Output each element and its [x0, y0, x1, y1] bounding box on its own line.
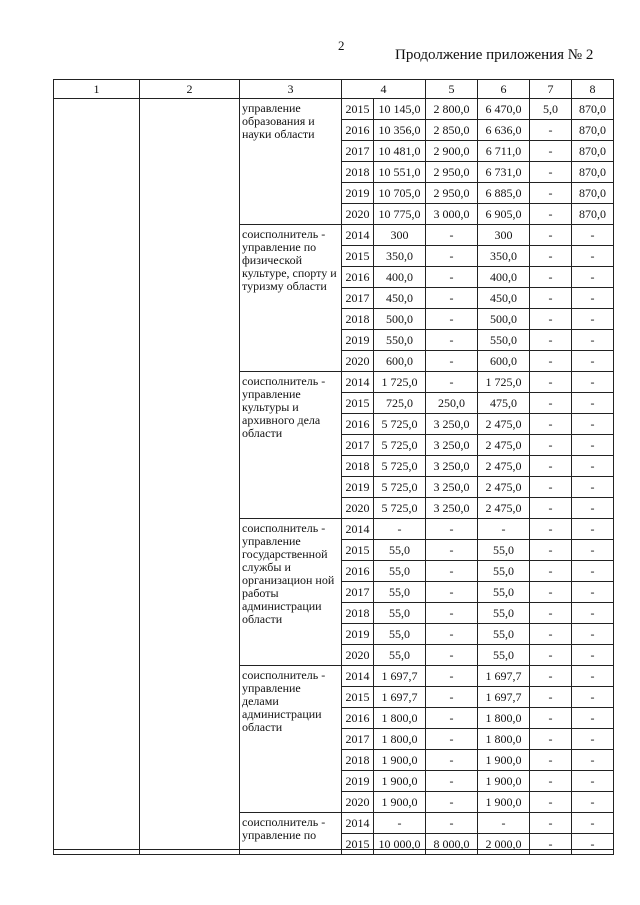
column-8-cell: -	[572, 225, 614, 246]
column-6-cell: 6 885,0	[478, 183, 530, 204]
column-6-cell: 1 900,0	[478, 771, 530, 792]
total-cell: 55,0	[374, 603, 426, 624]
total-cell: 5 725,0	[374, 414, 426, 435]
executor-label: соисполнитель - управление делами администрации области	[240, 666, 342, 813]
total-cell: 1 697,7	[374, 687, 426, 708]
total-cell: 10 481,0	[374, 141, 426, 162]
column-6-cell: 55,0	[478, 561, 530, 582]
total-cell: 55,0	[374, 645, 426, 666]
total-cell: 450,0	[374, 288, 426, 309]
column-7-cell: -	[530, 771, 572, 792]
year-cell: 2019	[342, 330, 374, 351]
year-cell: 2020	[342, 498, 374, 519]
column-5-cell: -	[426, 330, 478, 351]
column-5-cell: -	[426, 666, 478, 687]
column-6-cell: 55,0	[478, 540, 530, 561]
year-cell: 2017	[342, 141, 374, 162]
column-5-cell: -	[426, 309, 478, 330]
column-7-cell: -	[530, 456, 572, 477]
column-6-cell: 475,0	[478, 393, 530, 414]
column-7-cell: -	[530, 162, 572, 183]
year-cell: 2017	[342, 729, 374, 750]
column-7-cell: -	[530, 435, 572, 456]
column-8-cell: -	[572, 351, 614, 372]
year-cell: 2014	[342, 519, 374, 540]
column-5-cell: -	[426, 750, 478, 771]
year-cell: 2019	[342, 477, 374, 498]
column-8-cell: -	[572, 561, 614, 582]
column-8-cell: -	[572, 771, 614, 792]
table-row	[54, 99, 614, 120]
total-cell: 5 725,0	[374, 477, 426, 498]
column-8-cell: -	[572, 246, 614, 267]
column-6-cell: 350,0	[478, 246, 530, 267]
column-7-cell: -	[530, 708, 572, 729]
column-5-cell: -	[426, 225, 478, 246]
total-cell: 1 697,7	[374, 666, 426, 687]
column-6-cell: -	[478, 813, 530, 834]
year-cell: 2017	[342, 435, 374, 456]
column-8-cell: 870,0	[572, 204, 614, 225]
column-8-cell: -	[572, 813, 614, 834]
column-6-cell: 55,0	[478, 624, 530, 645]
total-cell: 725,0	[374, 393, 426, 414]
year-cell: 2019	[342, 183, 374, 204]
column-8-cell: -	[572, 750, 614, 771]
total-cell: 1 800,0	[374, 729, 426, 750]
column-7-cell: -	[530, 834, 572, 855]
column-7-cell: 5,0	[530, 99, 572, 120]
header-cell: 5	[426, 80, 478, 99]
header-cell: 4	[342, 80, 426, 99]
column-6-cell: 2 000,0	[478, 834, 530, 855]
column-5-cell: -	[426, 351, 478, 372]
column-5-cell: -	[426, 792, 478, 813]
column-5-cell: 2 950,0	[426, 183, 478, 204]
year-cell: 2019	[342, 624, 374, 645]
column-6-cell: 6 470,0	[478, 99, 530, 120]
column-6-cell: 300	[478, 225, 530, 246]
column-7-cell: -	[530, 120, 572, 141]
column-6-cell: 1 697,7	[478, 666, 530, 687]
year-cell: 2014	[342, 666, 374, 687]
column-5-cell: 3 250,0	[426, 435, 478, 456]
column-5-cell: -	[426, 624, 478, 645]
column-8-cell: -	[572, 729, 614, 750]
column-8-cell: -	[572, 477, 614, 498]
column-6-cell: 55,0	[478, 603, 530, 624]
budget-table	[53, 79, 614, 855]
column-5-cell: -	[426, 582, 478, 603]
column-6-cell: 55,0	[478, 645, 530, 666]
column-8-cell: -	[572, 708, 614, 729]
column-5-cell: 2 950,0	[426, 162, 478, 183]
executor-label: соисполнитель - управление культуры и архивного дела области	[240, 372, 342, 519]
column-5-cell: 3 250,0	[426, 477, 478, 498]
year-cell: 2014	[342, 372, 374, 393]
column-5-cell: -	[426, 729, 478, 750]
year-cell: 2016	[342, 267, 374, 288]
column-5-cell: -	[426, 246, 478, 267]
column-8-cell: 870,0	[572, 183, 614, 204]
column-7-cell: -	[530, 624, 572, 645]
year-cell: 2017	[342, 582, 374, 603]
column-7-cell: -	[530, 582, 572, 603]
column-7-cell: -	[530, 792, 572, 813]
column-7-cell: -	[530, 603, 572, 624]
column-8-cell: -	[572, 582, 614, 603]
column-5-cell: -	[426, 603, 478, 624]
column-6-cell: 1 697,7	[478, 687, 530, 708]
column-6-cell: 6 731,0	[478, 162, 530, 183]
column-8-cell: -	[572, 687, 614, 708]
column-7-cell: -	[530, 309, 572, 330]
total-cell: 10 551,0	[374, 162, 426, 183]
column-5-cell: 3 250,0	[426, 456, 478, 477]
header-row	[54, 80, 614, 99]
year-cell: 2018	[342, 750, 374, 771]
column-1-cell	[54, 99, 140, 855]
column-7-cell: -	[530, 498, 572, 519]
year-cell: 2015	[342, 540, 374, 561]
column-7-cell: -	[530, 225, 572, 246]
total-cell: 300	[374, 225, 426, 246]
column-8-cell: -	[572, 498, 614, 519]
year-cell: 2016	[342, 561, 374, 582]
column-8-cell: 870,0	[572, 141, 614, 162]
column-8-cell: -	[572, 603, 614, 624]
year-cell: 2014	[342, 813, 374, 834]
executor-label: соисполнитель - управление по	[240, 813, 342, 855]
total-cell: 5 725,0	[374, 456, 426, 477]
total-cell: 10 356,0	[374, 120, 426, 141]
column-7-cell: -	[530, 519, 572, 540]
column-8-cell: -	[572, 624, 614, 645]
column-5-cell: -	[426, 771, 478, 792]
column-8-cell: -	[572, 309, 614, 330]
total-cell: 10 775,0	[374, 204, 426, 225]
year-cell: 2019	[342, 771, 374, 792]
column-5-cell: -	[426, 372, 478, 393]
column-5-cell: 2 800,0	[426, 99, 478, 120]
total-cell: -	[374, 519, 426, 540]
column-5-cell: -	[426, 813, 478, 834]
appendix-caption: Продолжение приложения № 2	[395, 47, 594, 63]
column-8-cell: 870,0	[572, 120, 614, 141]
year-cell: 2020	[342, 351, 374, 372]
column-6-cell: 2 475,0	[478, 498, 530, 519]
column-7-cell: -	[530, 330, 572, 351]
year-cell: 2020	[342, 645, 374, 666]
year-cell: 2020	[342, 204, 374, 225]
column-6-cell: 55,0	[478, 582, 530, 603]
column-7-cell: -	[530, 477, 572, 498]
year-cell: 2016	[342, 414, 374, 435]
column-5-cell: 2 900,0	[426, 141, 478, 162]
column-6-cell: 6 711,0	[478, 141, 530, 162]
column-7-cell: -	[530, 246, 572, 267]
column-7-cell: -	[530, 288, 572, 309]
column-5-cell: -	[426, 645, 478, 666]
column-7-cell: -	[530, 687, 572, 708]
total-cell: 55,0	[374, 582, 426, 603]
column-5-cell: 3 250,0	[426, 414, 478, 435]
column-8-cell: -	[572, 519, 614, 540]
column-7-cell: -	[530, 372, 572, 393]
column-6-cell: 2 475,0	[478, 477, 530, 498]
year-cell: 2014	[342, 225, 374, 246]
column-7-cell: -	[530, 267, 572, 288]
column-6-cell: 450,0	[478, 288, 530, 309]
column-6-cell: 600,0	[478, 351, 530, 372]
column-5-cell: -	[426, 288, 478, 309]
executor-label: соисполнитель - управление государственной службы и организацион ной работы администрации области	[240, 519, 342, 666]
column-8-cell: -	[572, 834, 614, 855]
total-cell: 55,0	[374, 561, 426, 582]
year-cell: 2018	[342, 603, 374, 624]
total-cell: 5 725,0	[374, 435, 426, 456]
column-6-cell: 2 475,0	[478, 414, 530, 435]
year-cell: 2017	[342, 288, 374, 309]
column-6-cell: 400,0	[478, 267, 530, 288]
total-cell: 10 000,0	[374, 834, 426, 855]
column-8-cell: -	[572, 267, 614, 288]
total-cell: 350,0	[374, 246, 426, 267]
year-cell: 2020	[342, 792, 374, 813]
column-5-cell: -	[426, 708, 478, 729]
total-cell: 1 900,0	[374, 771, 426, 792]
column-6-cell: 500,0	[478, 309, 530, 330]
column-8-cell: -	[572, 330, 614, 351]
column-6-cell: 6 636,0	[478, 120, 530, 141]
column-7-cell: -	[530, 750, 572, 771]
column-5-cell: 3 000,0	[426, 204, 478, 225]
total-cell: 1 900,0	[374, 750, 426, 771]
executor-label: управление образования и науки области	[240, 99, 342, 225]
column-5-cell: -	[426, 267, 478, 288]
column-6-cell: 550,0	[478, 330, 530, 351]
column-8-cell: -	[572, 288, 614, 309]
column-7-cell: -	[530, 141, 572, 162]
column-6-cell: 1 800,0	[478, 708, 530, 729]
column-7-cell: -	[530, 414, 572, 435]
year-cell: 2016	[342, 708, 374, 729]
column-8-cell: -	[572, 645, 614, 666]
executor-label: соисполнитель - управление по физической культуре, спорту и туризму области	[240, 225, 342, 372]
header-cell: 1	[54, 80, 140, 99]
column-8-cell: -	[572, 393, 614, 414]
column-5-cell: 2 850,0	[426, 120, 478, 141]
header-cell: 3	[240, 80, 342, 99]
total-cell: 400,0	[374, 267, 426, 288]
column-8-cell: 870,0	[572, 162, 614, 183]
header-cell: 2	[140, 80, 240, 99]
year-cell: 2015	[342, 246, 374, 267]
column-7-cell: -	[530, 183, 572, 204]
column-8-cell: -	[572, 540, 614, 561]
column-8-cell: -	[572, 414, 614, 435]
page-number: 2	[338, 38, 345, 53]
header-cell: 8	[572, 80, 614, 99]
year-cell: 2018	[342, 309, 374, 330]
header-cell: 7	[530, 80, 572, 99]
column-7-cell: -	[530, 645, 572, 666]
column-6-cell: -	[478, 519, 530, 540]
total-cell: 55,0	[374, 624, 426, 645]
column-6-cell: 1 800,0	[478, 729, 530, 750]
total-cell: 55,0	[374, 540, 426, 561]
total-cell: -	[374, 813, 426, 834]
year-cell: 2018	[342, 162, 374, 183]
column-5-cell: 250,0	[426, 393, 478, 414]
column-5-cell: -	[426, 540, 478, 561]
column-5-cell: -	[426, 687, 478, 708]
total-cell: 550,0	[374, 330, 426, 351]
budget-table-container	[53, 79, 613, 850]
column-5-cell: 3 250,0	[426, 498, 478, 519]
column-2-cell	[140, 99, 240, 855]
total-cell: 10 145,0	[374, 99, 426, 120]
column-8-cell: -	[572, 666, 614, 687]
total-cell: 500,0	[374, 309, 426, 330]
year-cell: 2015	[342, 99, 374, 120]
column-6-cell: 1 725,0	[478, 372, 530, 393]
column-6-cell: 6 905,0	[478, 204, 530, 225]
column-8-cell: -	[572, 456, 614, 477]
header-cell: 6	[478, 80, 530, 99]
column-7-cell: -	[530, 666, 572, 687]
column-7-cell: -	[530, 540, 572, 561]
total-cell: 1 725,0	[374, 372, 426, 393]
total-cell: 600,0	[374, 351, 426, 372]
column-8-cell: 870,0	[572, 99, 614, 120]
year-cell: 2018	[342, 456, 374, 477]
total-cell: 5 725,0	[374, 498, 426, 519]
column-5-cell: 8 000,0	[426, 834, 478, 855]
year-cell: 2015	[342, 834, 374, 855]
column-5-cell: -	[426, 561, 478, 582]
year-cell: 2015	[342, 393, 374, 414]
column-7-cell: -	[530, 393, 572, 414]
column-6-cell: 2 475,0	[478, 456, 530, 477]
year-cell: 2015	[342, 687, 374, 708]
column-7-cell: -	[530, 351, 572, 372]
column-6-cell: 1 900,0	[478, 750, 530, 771]
column-7-cell: -	[530, 813, 572, 834]
column-7-cell: -	[530, 204, 572, 225]
column-8-cell: -	[572, 792, 614, 813]
column-8-cell: -	[572, 372, 614, 393]
column-6-cell: 1 900,0	[478, 792, 530, 813]
total-cell: 10 705,0	[374, 183, 426, 204]
column-6-cell: 2 475,0	[478, 435, 530, 456]
column-8-cell: -	[572, 435, 614, 456]
year-cell: 2016	[342, 120, 374, 141]
column-5-cell: -	[426, 519, 478, 540]
column-7-cell: -	[530, 729, 572, 750]
total-cell: 1 800,0	[374, 708, 426, 729]
column-7-cell: -	[530, 561, 572, 582]
total-cell: 1 900,0	[374, 792, 426, 813]
